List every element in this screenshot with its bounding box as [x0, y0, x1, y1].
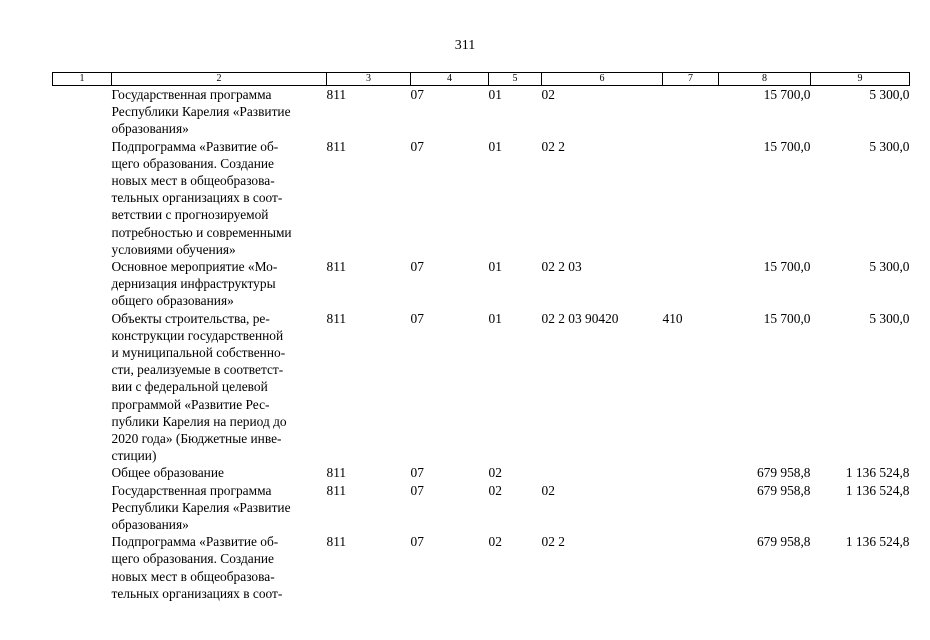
column-number-header	[53, 73, 910, 86]
row-name-cell	[112, 310, 327, 465]
amount-col8-cell: 15 700,0	[763, 310, 811, 326]
row-name-line: дернизация инфраструктуры	[111, 276, 276, 292]
row-name-line: общего образования»	[111, 293, 234, 309]
col-header-3: 3	[327, 73, 411, 86]
col-header-8: 8	[719, 73, 811, 86]
col-header-6: 6	[542, 73, 663, 86]
subsection-code-cell: 01	[488, 87, 502, 102]
row-name-cell	[112, 86, 327, 138]
row-name-line: ветствии с прогнозируемой	[111, 207, 269, 223]
row-name-line: Объекты строительства, ре-	[111, 310, 270, 326]
amount-col9-cell: 5 300,0	[869, 310, 910, 326]
row-name-line: Основное мероприятие «Мо-	[111, 259, 278, 275]
admin-code-cell: 811	[326, 534, 347, 550]
row-name-line: образования»	[111, 517, 189, 533]
amount-col9-cell: 5 300,0	[869, 138, 910, 154]
row-name-cell	[112, 138, 327, 258]
subsection-code-cell: 02	[488, 465, 502, 481]
col-header-5: 5	[489, 73, 542, 86]
subsection-code-cell: 01	[488, 259, 502, 275]
target-article-cell: 02 2 03	[541, 259, 582, 275]
row-number-cell	[53, 482, 112, 534]
row-name-cell	[112, 258, 327, 310]
row-name-cell	[112, 464, 327, 481]
col-header-2: 2	[112, 73, 327, 86]
expense-type-cell	[663, 258, 719, 310]
expense-type-cell	[663, 86, 719, 138]
expense-type-cell	[663, 138, 719, 258]
target-article-cell: 02 2	[541, 138, 565, 154]
expense-type-cell	[663, 482, 719, 534]
col-header-9: 9	[811, 73, 910, 86]
subsection-code-cell: 01	[488, 310, 502, 326]
section-code-cell: 07	[410, 259, 424, 275]
target-article-cell: 02 2	[541, 534, 565, 550]
row-name-line: стиции)	[111, 448, 157, 464]
row-name-line: Подпрограмма «Развитие об-	[111, 138, 279, 154]
col-header-7: 7	[663, 73, 719, 86]
amount-col9-cell: 5 300,0	[869, 259, 910, 275]
budget-table	[52, 72, 910, 602]
target-article-cell	[542, 464, 663, 481]
col-header-1: 1	[53, 73, 112, 86]
table-row	[53, 258, 910, 310]
table-row	[53, 482, 910, 534]
row-name-line: Государственная программа	[111, 87, 272, 102]
row-number-cell	[53, 310, 112, 465]
section-code-cell: 07	[410, 465, 424, 481]
row-name-line: программой «Развитие Рес-	[111, 396, 270, 412]
amount-col8-cell: 15 700,0	[763, 259, 811, 275]
row-name-line: Подпрограмма «Развитие об-	[111, 534, 279, 550]
row-name-line: Общее образование	[111, 465, 224, 481]
row-name-line: тельных организациях в соот-	[111, 585, 283, 601]
section-code-cell: 07	[410, 534, 424, 550]
row-name-line: Республики Карелия «Развитие	[111, 499, 291, 515]
row-name-line: вии с федеральной целевой	[111, 379, 268, 395]
row-name-line: сти, реализуемые в соответст-	[111, 362, 284, 378]
row-name-line: публики Карелия на период до	[111, 413, 287, 429]
row-name-line: Республики Карелия «Развитие	[111, 104, 291, 120]
expense-type-cell	[663, 533, 719, 602]
row-name-cell	[112, 482, 327, 534]
admin-code-cell: 811	[326, 482, 347, 498]
expense-type-cell	[663, 464, 719, 481]
row-number-cell	[53, 86, 112, 138]
row-name-line: тельных организациях в соот-	[111, 190, 283, 206]
row-name-cell	[112, 533, 327, 602]
row-name-line: 2020 года» (Бюджетные инве-	[111, 431, 282, 447]
row-name-line: новых мест в общеобразова-	[111, 173, 275, 189]
table-row	[53, 138, 910, 258]
amount-col8-cell: 15 700,0	[763, 87, 811, 102]
row-name-line: Государственная программа	[111, 482, 272, 498]
section-code-cell: 07	[410, 482, 424, 498]
amount-col9-cell: 1 136 524,8	[845, 534, 910, 550]
admin-code-cell: 811	[326, 465, 347, 481]
row-name-line: потребностью и современными	[111, 224, 292, 240]
table-row	[53, 533, 910, 602]
row-number-cell	[53, 258, 112, 310]
admin-code-cell: 811	[326, 138, 347, 154]
admin-code-cell: 811	[326, 310, 347, 326]
row-name-line: образования»	[111, 121, 189, 137]
amount-col9-cell: 1 136 524,8	[845, 482, 910, 498]
row-name-line: щего образования. Создание	[111, 155, 274, 171]
target-article-cell: 02	[541, 482, 555, 498]
row-number-cell	[53, 533, 112, 602]
row-name-line: щего образования. Создание	[111, 551, 274, 567]
subsection-code-cell: 02	[488, 482, 502, 498]
row-name-line: и муниципальной собственно-	[111, 345, 286, 361]
amount-col8-cell: 679 958,8	[756, 534, 811, 550]
target-article-cell: 02 2 03 90420	[541, 310, 619, 326]
table-row	[53, 310, 910, 465]
amount-col8-cell: 679 958,8	[756, 482, 811, 498]
target-article-cell: 02	[541, 87, 555, 102]
admin-code-cell: 811	[326, 259, 347, 275]
section-code-cell: 07	[410, 310, 424, 326]
table-row	[53, 86, 910, 138]
row-name-line: новых мест в общеобразова-	[111, 568, 275, 584]
amount-col9-cell: 5 300,0	[869, 87, 910, 102]
amount-col8-cell: 679 958,8	[756, 465, 811, 481]
col-header-4: 4	[411, 73, 489, 86]
subsection-code-cell: 01	[488, 138, 502, 154]
row-number-cell	[53, 138, 112, 258]
row-name-line: условиями обучения»	[111, 241, 236, 257]
subsection-code-cell: 02	[488, 534, 502, 550]
table-row	[53, 464, 910, 481]
admin-code-cell: 811	[326, 87, 347, 102]
page-number: 311	[454, 38, 476, 53]
section-code-cell: 07	[410, 87, 424, 102]
row-name-line: конструкции государственной	[111, 327, 284, 343]
amount-col8-cell: 15 700,0	[763, 138, 811, 154]
amount-col9-cell: 1 136 524,8	[845, 465, 910, 481]
section-code-cell: 07	[410, 138, 424, 154]
row-number-cell	[53, 464, 112, 481]
expense-type-cell: 410	[662, 310, 683, 326]
